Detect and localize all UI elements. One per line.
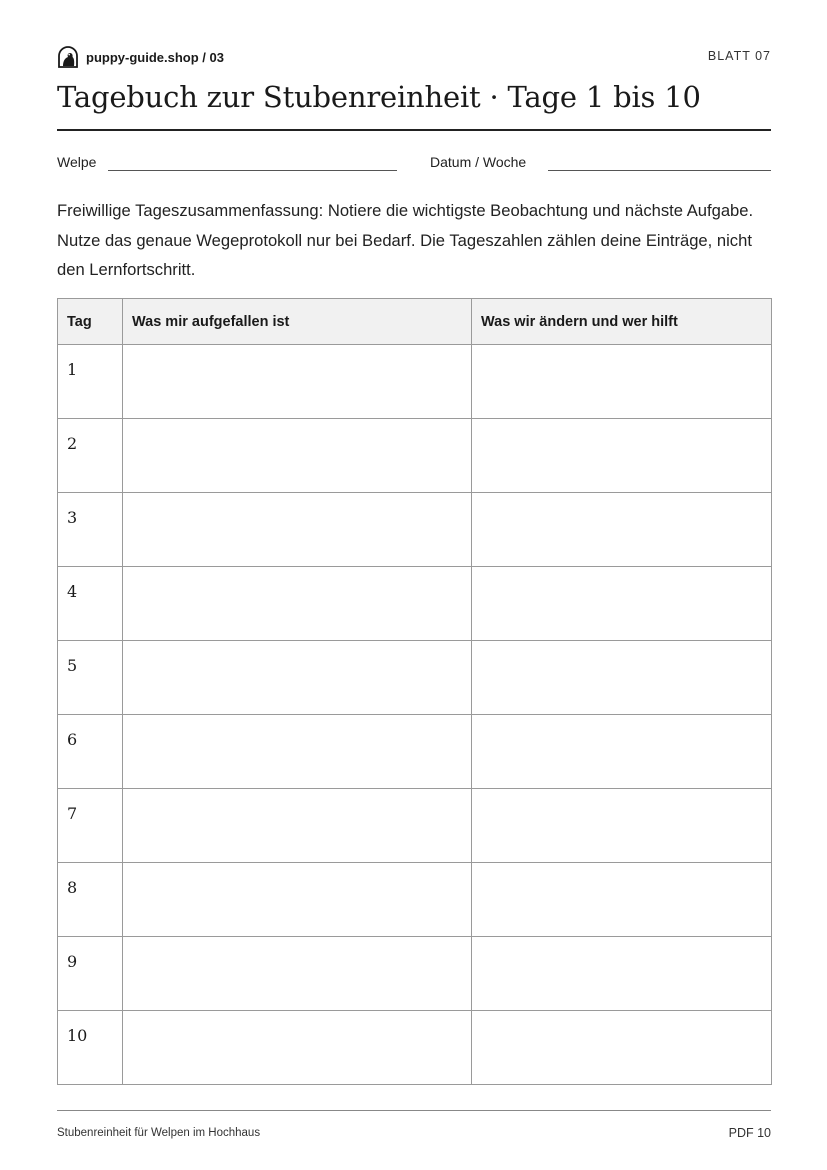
column-header-observation: Was mir aufgefallen ist <box>123 299 472 345</box>
change-cell[interactable] <box>472 567 772 641</box>
table-row <box>58 715 772 789</box>
intro-text: Freiwillige Tageszusammenfassung: Notiere die wichtigste Beobachtung und nächste Aufgabe. Nutze das genaue Wegeprotokoll nur bei Bedarf. Die Tageszahlen zählen deine Einträge, nicht den Lernfortschritt. <box>57 201 754 279</box>
form-fields <box>57 154 771 174</box>
table-row <box>58 789 772 863</box>
day-number: 7 <box>67 804 78 823</box>
observation-cell[interactable] <box>123 937 472 1011</box>
table-row <box>58 863 772 937</box>
day-cell <box>58 863 123 937</box>
table-row <box>58 937 772 1011</box>
day-number: 2 <box>67 434 78 453</box>
table-row <box>58 419 772 493</box>
day-number: 3 <box>67 508 78 527</box>
page-title: Tagebuch zur Stubenreinheit · Tage 1 bis 10 <box>57 80 701 114</box>
puppy-field-line[interactable] <box>108 170 397 171</box>
day-number: 10 <box>67 1026 88 1045</box>
day-cell <box>58 1011 123 1085</box>
observation-cell[interactable] <box>123 345 472 419</box>
table-row <box>58 493 772 567</box>
change-cell[interactable] <box>472 937 772 1011</box>
date-field-line[interactable] <box>548 170 771 171</box>
observation-cell[interactable] <box>123 715 472 789</box>
change-cell[interactable] <box>472 715 772 789</box>
day-number: 8 <box>67 878 78 897</box>
change-cell[interactable] <box>472 789 772 863</box>
footer-page-label: PDF 10 <box>728 1126 771 1140</box>
day-number: 4 <box>67 582 78 601</box>
observation-cell[interactable] <box>123 641 472 715</box>
day-cell <box>58 345 123 419</box>
observation-cell[interactable] <box>123 789 472 863</box>
column-header-change: Was wir ändern und wer hilft <box>472 299 772 345</box>
day-cell <box>58 715 123 789</box>
column-header-day: Tag <box>58 299 123 345</box>
change-cell[interactable] <box>472 863 772 937</box>
day-cell <box>58 789 123 863</box>
table-row <box>58 567 772 641</box>
day-number: 6 <box>67 730 78 749</box>
change-cell[interactable] <box>472 419 772 493</box>
observation-cell[interactable] <box>123 419 472 493</box>
puppy-logo-icon <box>57 46 79 68</box>
observation-cell[interactable] <box>123 567 472 641</box>
puppy-field-label: Welpe <box>57 154 97 170</box>
observation-cell[interactable] <box>123 863 472 937</box>
day-number: 1 <box>67 360 78 379</box>
observation-cell[interactable] <box>123 1011 472 1085</box>
date-field-label: Datum / Woche <box>430 154 527 170</box>
day-cell <box>58 937 123 1011</box>
change-cell[interactable] <box>472 345 772 419</box>
diary-table <box>57 298 772 1085</box>
day-cell <box>58 567 123 641</box>
change-cell[interactable] <box>472 641 772 715</box>
brand-name: puppy-guide.shop / 03 <box>86 49 224 65</box>
day-cell <box>58 493 123 567</box>
day-cell <box>58 641 123 715</box>
day-cell <box>58 419 123 493</box>
footer-title: Stubenreinheit für Welpen im Hochhaus <box>57 1127 261 1139</box>
observation-cell[interactable] <box>123 493 472 567</box>
sheet-number: BLATT 07 <box>707 49 771 63</box>
change-cell[interactable] <box>472 1011 772 1085</box>
day-number: 9 <box>67 952 78 971</box>
change-cell[interactable] <box>472 493 772 567</box>
header-bar <box>57 44 771 70</box>
table-row <box>58 1011 772 1085</box>
table-row <box>58 345 772 419</box>
table-row <box>58 641 772 715</box>
footer-divider <box>57 1110 771 1111</box>
day-number: 5 <box>67 656 78 675</box>
brand <box>57 46 224 68</box>
title-divider <box>57 129 771 131</box>
table-header-row <box>58 299 772 345</box>
